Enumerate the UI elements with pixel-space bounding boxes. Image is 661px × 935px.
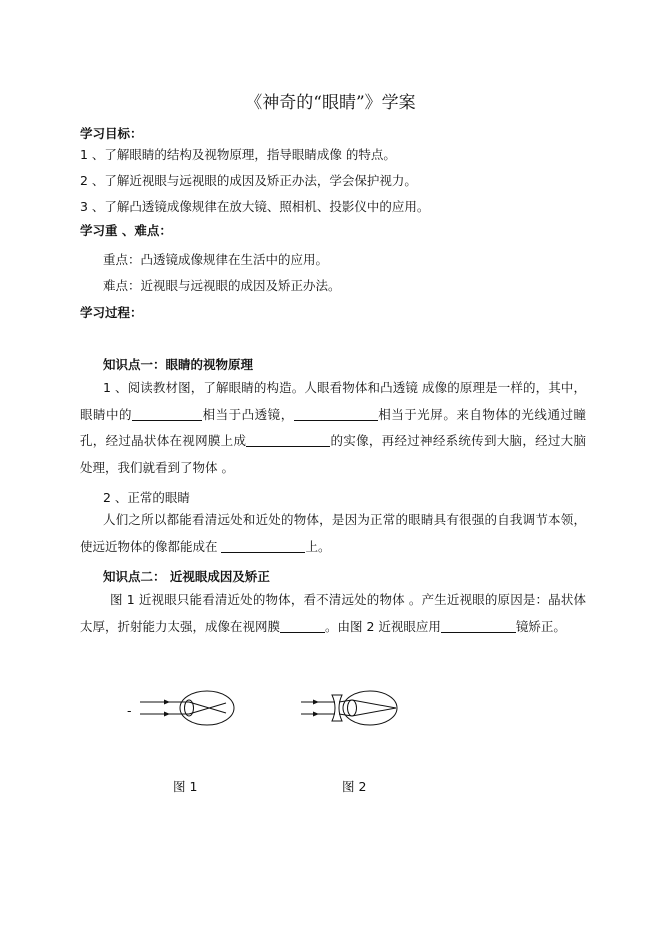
answer-blank[interactable] bbox=[280, 619, 325, 633]
document-title: 《神奇的“眼睛”》学案 bbox=[245, 93, 416, 113]
figure2-caption: 图 2 bbox=[342, 779, 367, 794]
section2-heading: 知识点二： 近视眼成因及矫正 bbox=[103, 569, 270, 584]
key-point: 重点：凸透镜成像规律在生活中的应用。 bbox=[103, 252, 329, 267]
objectives-heading: 学习目标： bbox=[80, 126, 143, 141]
section1-heading: 知识点一：眼睛的视物原理 bbox=[103, 357, 254, 372]
key-points-heading: 学习重 、难点： bbox=[80, 223, 172, 238]
figure2-correction-diagram bbox=[295, 688, 405, 728]
answer-blank[interactable] bbox=[294, 407, 378, 421]
section2-paragraph: 图 1 近视眼只能看清近处的物体，看不清远处的物体 。产生近视眼的原因是：晶状体太厚，折射能力太强，成像在视网膜 。由图 2 近视眼应用 镜矫正。 bbox=[80, 592, 586, 634]
section1-paragraph: 1 、阅读教材图，了解眼睛的构造。人眼看物体和凸透镜 成像的原理是一样的，其中，眼睛中的 相当于凸透镜， 相当于光屏。来自物体的光线通过瞳孔，经过晶状体在视网膜上成 的实像，再经过神经系统传到大脑，经过大脑处理，我们就看到了物体 。 bbox=[80, 380, 586, 475]
answer-blank[interactable] bbox=[221, 539, 305, 553]
figure1-caption: 图 1 bbox=[173, 779, 198, 794]
answer-blank[interactable] bbox=[441, 619, 516, 633]
answer-blank[interactable] bbox=[132, 407, 202, 421]
normal-eye-paragraph: 人们之所以都能看清远处和近处的物体，是因为正常的眼睛具有很强的自我调节本领，使远近物体的像都能成在 上。 bbox=[80, 512, 586, 554]
objective-item: 2 、了解近视眼与远视眼的成因及矫正办法，学会保护视力。 bbox=[80, 173, 417, 188]
section1-subheading: 2 、正常的眼睛 bbox=[103, 490, 190, 505]
figure1-myopia-diagram bbox=[130, 688, 240, 728]
objective-item: 1 、了解眼睛的结构及视物原理，指导眼睛成像 的特点。 bbox=[80, 147, 396, 162]
figure1-dash: - bbox=[127, 703, 132, 718]
process-heading: 学习过程： bbox=[80, 305, 143, 320]
difficult-point: 难点：近视眼与远视眼的成因及矫正办法。 bbox=[103, 278, 341, 293]
answer-blank[interactable] bbox=[246, 433, 330, 447]
objective-item: 3 、了解凸透镜成像规律在放大镜、照相机、投影仪中的应用。 bbox=[80, 199, 430, 214]
